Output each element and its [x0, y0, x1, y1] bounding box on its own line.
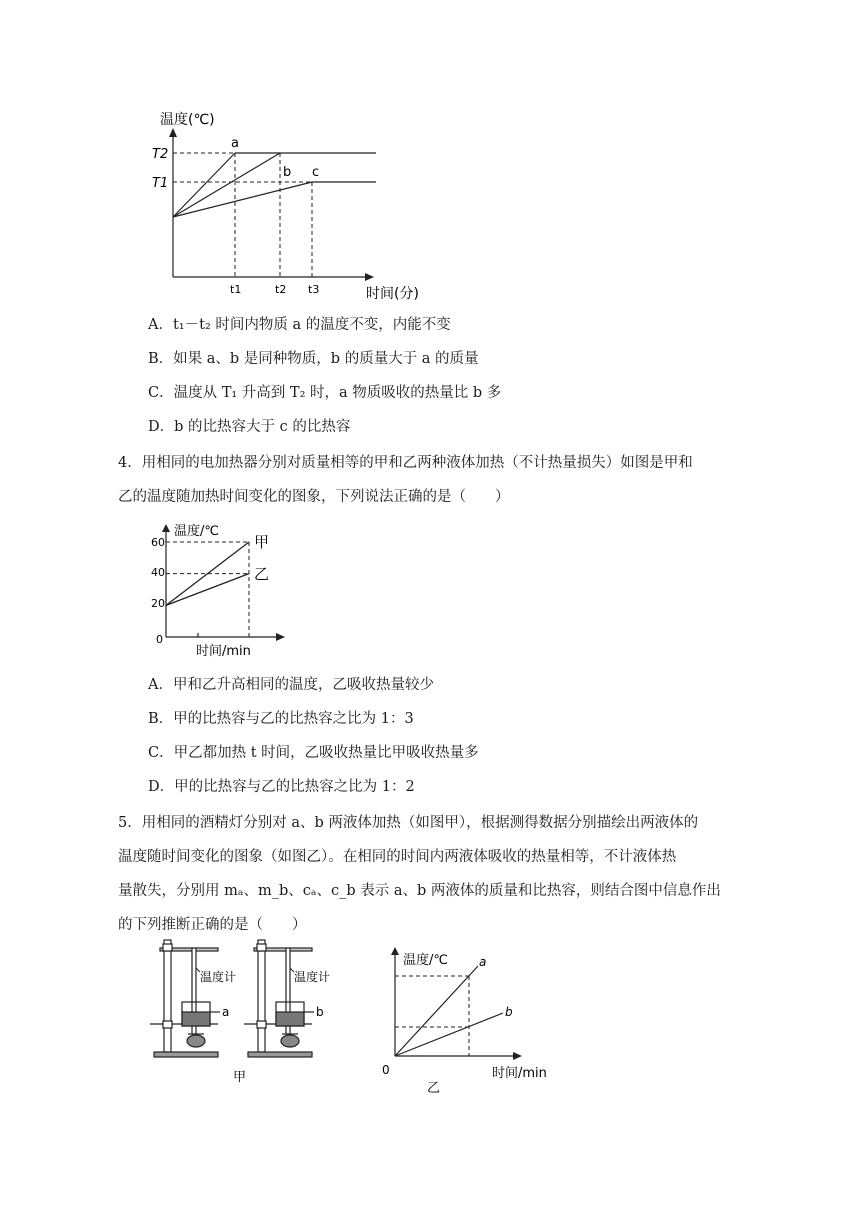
thermometer-label-b: 温度计 — [294, 970, 331, 984]
graph3-label-b: b — [505, 1005, 513, 1019]
tick-t2: t2 — [275, 283, 287, 296]
caption-yi: 乙 — [427, 1081, 441, 1096]
tick-T2: T2 — [152, 147, 169, 162]
label-c: c — [312, 165, 320, 180]
stand-b — [244, 940, 314, 1057]
chart2-series-label-jia: 甲 — [254, 533, 270, 551]
q3-option-c[interactable]: C．温度从 T₁ 升高到 T₂ 时，a 物质吸收的热量比 b 多 — [148, 385, 502, 401]
chart2-tick-20: 20 — [151, 597, 165, 610]
x-axis-arrow — [365, 273, 374, 281]
chart2-x-label: 时间/min — [196, 644, 251, 659]
q3-option-d[interactable]: D．b 的比热容大于 c 的比热容 — [148, 419, 351, 435]
y-axis-label: 温度(℃) — [160, 112, 215, 128]
q3-option-b[interactable]: B．如果 a、b 是同种物质，b 的质量大于 a 的质量 — [148, 351, 479, 367]
q4-option-c[interactable]: C．甲乙都加热 t 时间，乙吸收热量比甲吸收热量多 — [148, 745, 479, 761]
thermometer-label-a: 温度计 — [200, 970, 237, 984]
curve-c-rise — [173, 182, 312, 217]
chart2-series-label-yi: 乙 — [254, 565, 270, 583]
q3-option-a[interactable]: A．t₁－t₂ 时间内物质 a 的温度不变，内能不变 — [148, 317, 451, 333]
graph3-label-a: a — [479, 955, 487, 969]
chart2-y-axis-arrow — [162, 524, 170, 532]
q4-stem-line-1: 4．用相同的电加热器分别对质量相等的甲和乙两种液体加热（不计热量损失）如图是甲和 — [118, 455, 693, 471]
tick-T1: T1 — [152, 176, 169, 191]
caption-jia: 甲 — [233, 1070, 247, 1085]
q4-stem-line-2: 乙的温度随加热时间变化的图象，下列说法正确的是（ ） — [118, 489, 510, 505]
x-axis-label: 时间(分) — [366, 286, 419, 302]
graph3-line-b — [395, 1013, 503, 1056]
tick-t3: t3 — [308, 283, 320, 296]
chart2-tick-0: 0 — [156, 633, 163, 646]
chart2-y-label: 温度/℃ — [174, 524, 219, 539]
q4-option-b[interactable]: B．甲的比热容与乙的比热容之比为 1：3 — [148, 711, 414, 727]
q5-stem-line-4: 的下列推断正确的是（ ） — [118, 917, 307, 933]
graph3-origin: 0 — [382, 1063, 390, 1077]
liquid-label-a: a — [222, 1005, 230, 1019]
chart2-series-1 — [166, 574, 249, 606]
q4-option-d[interactable]: D．甲的比热容与乙的比热容之比为 1：2 — [148, 779, 415, 795]
graph3-y-label: 温度/℃ — [403, 953, 448, 968]
graph3-y-axis-arrow — [391, 947, 399, 955]
chart2-tick-40: 40 — [151, 566, 165, 579]
tick-t1: t1 — [230, 283, 242, 296]
figure-2-chart — [140, 515, 300, 665]
q5-stem-line-3: 量散失，分别用 mₐ、m_b、cₐ、c_b 表示 a、b 两液体的质量和比热容，则结合图中信息作出 — [118, 883, 721, 899]
graph3-x-label: 时间/min — [492, 1066, 547, 1081]
label-a: a — [231, 136, 239, 151]
label-b: b — [283, 165, 292, 180]
y-axis-arrow — [169, 128, 177, 137]
figure-3-graph — [375, 944, 560, 1094]
figure-3-apparatus — [148, 938, 348, 1088]
chart2-tick-60: 60 — [151, 536, 165, 549]
q5-stem-line-2: 温度随时间变化的图象（如图乙）。在相同的时间内两液体吸收的热量相等，不计液体热 — [118, 849, 677, 865]
chart2-x-axis-arrow — [276, 633, 285, 641]
q4-option-a[interactable]: A．甲和乙升高相同的温度，乙吸收热量较少 — [148, 677, 434, 693]
figure-1-graph — [140, 100, 440, 305]
q5-stem-line-1: 5．用相同的酒精灯分别对 a、b 两液体加热（如图甲），根据测得数据分别描绘出两液体的 — [118, 815, 699, 831]
graph3-line-a — [395, 966, 478, 1056]
stand-a — [150, 940, 220, 1057]
liquid-label-b: b — [316, 1005, 324, 1019]
graph3-x-axis-arrow — [513, 1052, 522, 1060]
